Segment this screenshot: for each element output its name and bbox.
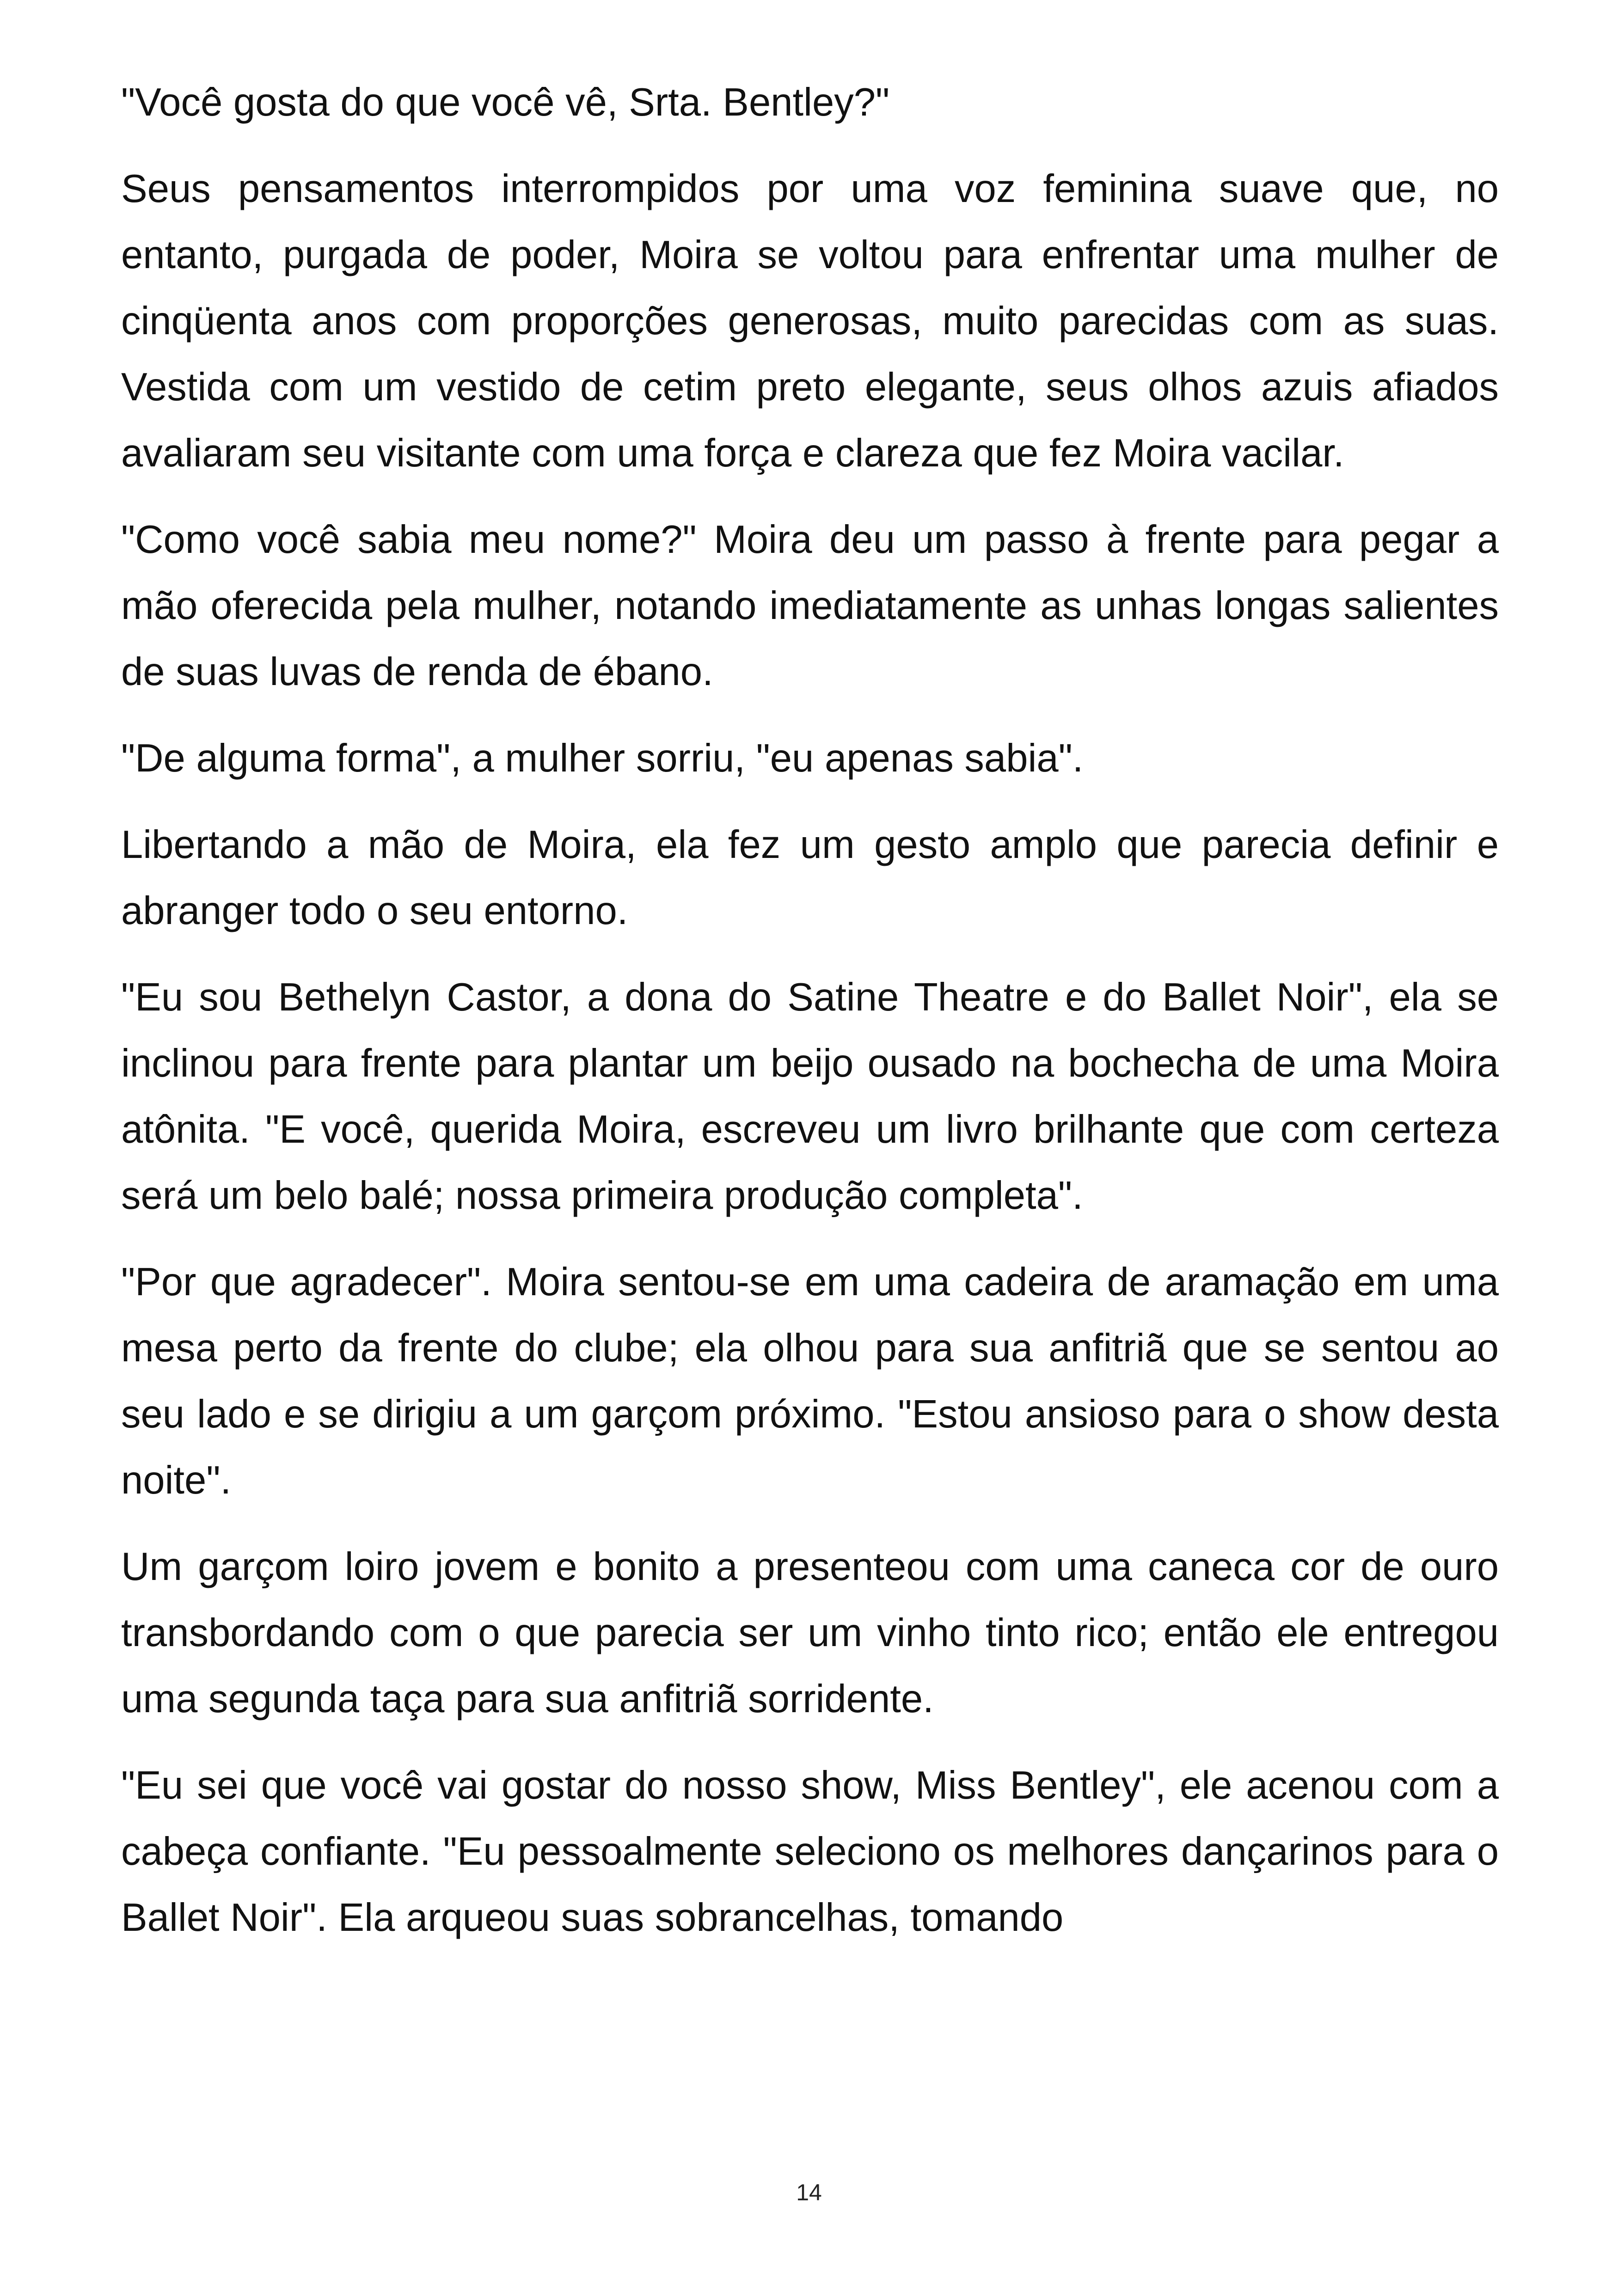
paragraph-7: "Por que agradecer". Moira sentou-se em uma cadeira de aramação em uma mesa perto da frente do clube; ela olhou para sua anfitriã que se sentou ao seu lado e se dirigiu a um garçom próximo. "Estou ansioso para o show desta noite". — [121, 1260, 1499, 1502]
paragraph-1: "Você gosta do que você vê, Srta. Bentley?" — [121, 80, 890, 124]
paragraph-4: "De alguma forma", a mulher sorriu, "eu apenas sabia". — [121, 736, 1084, 780]
paragraph-3: "Como você sabia meu nome?" Moira deu um passo à frente para pegar a mão oferecida pela mulher, notando imediatamente as unhas longas salientes de suas luvas de renda de ébano. — [121, 518, 1499, 694]
paragraph-9: "Eu sei que você vai gostar do nosso show, Miss Bentley", ele acenou com a cabeça confiante. "Eu pessoalmente seleciono os melhores dançarinos para o Ballet Noir". Ela arqueou suas sobrancelhas, tomando — [121, 1763, 1499, 1940]
paragraph-5: Libertando a mão de Moira, ela fez um gesto amplo que parecia definir e abranger todo o seu entorno. — [121, 823, 1499, 933]
paragraph-8: Um garçom loiro jovem e bonito a presenteou com uma caneca cor de ouro transbordando com o que parecia ser um vinho tinto rico; então ele entregou uma segunda taça para sua anfitriã sorridente. — [121, 1545, 1499, 1721]
page-number: 14 — [796, 2180, 822, 2205]
paragraph-6: "Eu sou Bethelyn Castor, a dona do Satine Theatre e do Ballet Noir", ela se inclinou para frente para plantar um beijo ousado na bochecha de uma Moira atônita. "E você, querida Moira, escreveu um livro brilhante que com certeza será um belo balé; nossa primeira produção completa". — [121, 975, 1499, 1218]
body-text — [121, 69, 1499, 1971]
paragraph-2: Seus pensamentos interrompidos por uma voz feminina suave que, no entanto, purgada de poder, Moira se voltou para enfrentar uma mulher de cinqüenta anos com proporções generosas, muito parecidas com as suas. Vestida com um vestido de cetim preto elegante, seus olhos azuis afiados avaliaram seu visitante com uma força e clareza que fez Moira vacilar. — [121, 167, 1499, 475]
